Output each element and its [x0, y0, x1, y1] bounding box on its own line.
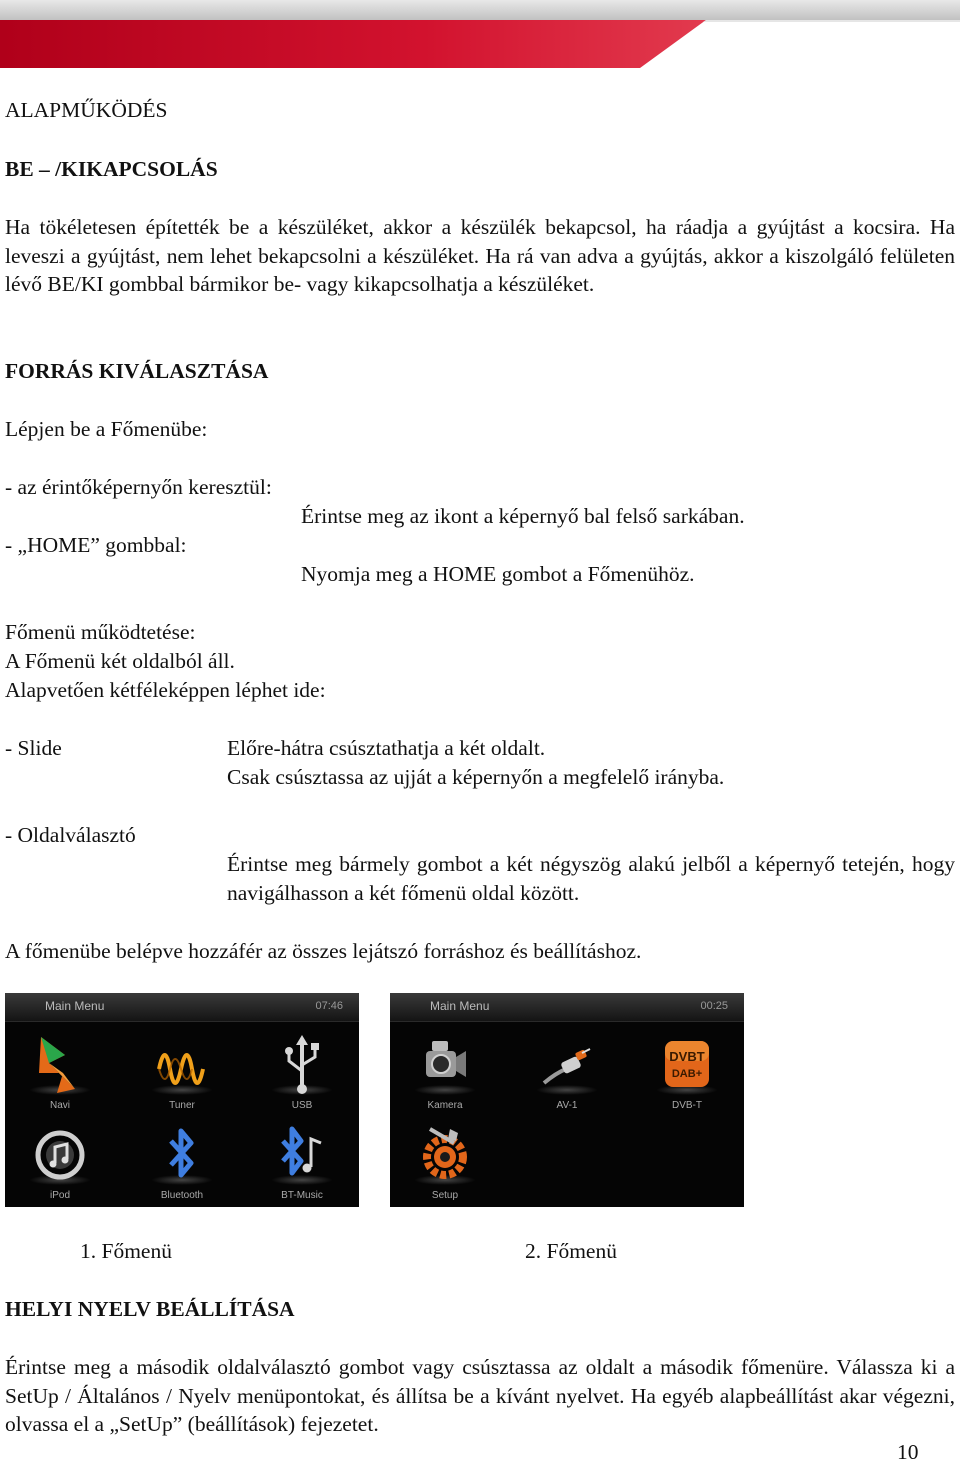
power-paragraph: Ha tökéletesen építették be a készüléket, akkor a készülék bekapcsol, ha ráadja a gyújtást a kocsira. Ha leveszi a gyújtást, nem lehet bekapcsolni a készüléket. Ha rá van adva a gyújtás, akkor a kiszolgáló felületen lévő BE/KI gombbal bármikor be- vagy kikapcsolhatja a készüléket. [5, 215, 955, 296]
ipod-music-icon [35, 1123, 85, 1185]
heading-source-select: FORRÁS KIVÁLASZTÁSA [5, 359, 269, 383]
tile-label: USB [291, 1100, 313, 1111]
page-number: 10 [897, 1440, 919, 1464]
tile-label: iPod [49, 1190, 70, 1201]
tile-bt-music[interactable] [257, 1115, 347, 1205]
touch-method-desc: Érintse meg az ikont a képernyő bal felső sarkában. [301, 504, 745, 528]
caption-main-menu-2: 2. Főmenü [525, 1239, 617, 1263]
screen-title: Main Menu [430, 999, 490, 1013]
caption-main-menu-1: 1. Főmenü [80, 1239, 172, 1263]
tile-label: AV-1 [556, 1100, 578, 1111]
enter-menu-text: Lépjen be a Főmenübe: [5, 417, 208, 441]
slide-desc-2: Csak csúsztassa az ujját a képernyőn a megfelelő irányba. [227, 765, 725, 789]
page-selector-label: - Oldalválasztó [5, 823, 136, 847]
access-text: A főmenübe belépve hozzáfér az összes lejátszó forráshoz és beállításhoz. [5, 939, 642, 963]
tile-kamera[interactable] [400, 1025, 490, 1115]
av-cable-icon [542, 1033, 592, 1095]
screen-clock: 00:25 [700, 1000, 728, 1012]
camera-icon [420, 1033, 470, 1095]
tile-label: DVB-T [672, 1100, 702, 1111]
dvbt-icon [662, 1033, 712, 1095]
tile-label: BT-Music [281, 1190, 323, 1201]
tile-ipod[interactable] [15, 1115, 105, 1205]
main-menu-screenshot-2 [390, 993, 744, 1207]
tile-label: Kamera [427, 1100, 463, 1111]
dab-badge-text: DAB+ [671, 1068, 703, 1080]
slide-label: - Slide [5, 736, 62, 760]
heading-language: HELYI NYELV BEÁLLÍTÁSA [5, 1297, 295, 1321]
screen-title: Main Menu [45, 999, 105, 1013]
menu-operation-title: Főmenü működtetése: [5, 620, 196, 644]
tile-usb[interactable] [257, 1025, 347, 1115]
tile-label: Navi [49, 1100, 70, 1111]
menu-two-pages: A Főmenü két oldalból áll. [5, 649, 235, 673]
page-selector-desc: Érintse meg bármely gombot a két négyszög alakú jelből a képernyő tetején, hogy navigálhasson a két főmenü oldal között. [227, 852, 955, 905]
tuner-wave-icon [157, 1033, 207, 1095]
navi-icon [35, 1033, 85, 1095]
setup-gear-icon [420, 1123, 470, 1185]
tile-dvbt[interactable] [642, 1025, 732, 1115]
dvbt-badge-text: DVBT [669, 1049, 705, 1064]
main-menu-screenshot-1 [5, 993, 359, 1207]
bluetooth-icon [157, 1123, 207, 1185]
home-method-desc: Nyomja meg a HOME gombot a Főmenühöz. [301, 562, 695, 586]
screen-clock: 07:46 [315, 1000, 343, 1012]
home-method-label: - „HOME” gombbal: [5, 533, 187, 557]
tile-av1[interactable] [522, 1025, 612, 1115]
tile-label: Tuner [169, 1100, 195, 1111]
heading-basic-operation: ALAPMŰKÖDÉS [5, 98, 168, 122]
tile-bluetooth[interactable] [137, 1115, 227, 1205]
touch-method-label: - az érintőképernyőn keresztül: [5, 475, 272, 499]
usb-icon [277, 1033, 327, 1095]
header-banner [0, 0, 960, 68]
tile-label: Setup [431, 1190, 459, 1201]
tile-tuner[interactable] [137, 1025, 227, 1115]
tile-label: Bluetooth [160, 1190, 204, 1201]
slide-desc-1: Előre-hátra csúsztathatja a két oldalt. [227, 736, 546, 760]
tile-navi[interactable] [15, 1025, 105, 1115]
bluetooth-music-icon [277, 1123, 327, 1185]
language-paragraph: Érintse meg a második oldalválasztó gombot vagy csúsztassa az oldalt a második főmenüre. Válassza ki a SetUp / Általános / Nyelv menüpontokat, és állítsa be a kívánt nyelvet. Ha egyéb alapbeállítást akar végezni, olvassa el a „SetUp” (beállítások) fejezetet. [5, 1355, 955, 1436]
heading-power: BE – /KIKAPCSOLÁS [5, 157, 218, 181]
menu-two-ways: Alapvetően kétféleképpen léphet ide: [5, 678, 326, 702]
tile-setup[interactable] [400, 1115, 490, 1205]
